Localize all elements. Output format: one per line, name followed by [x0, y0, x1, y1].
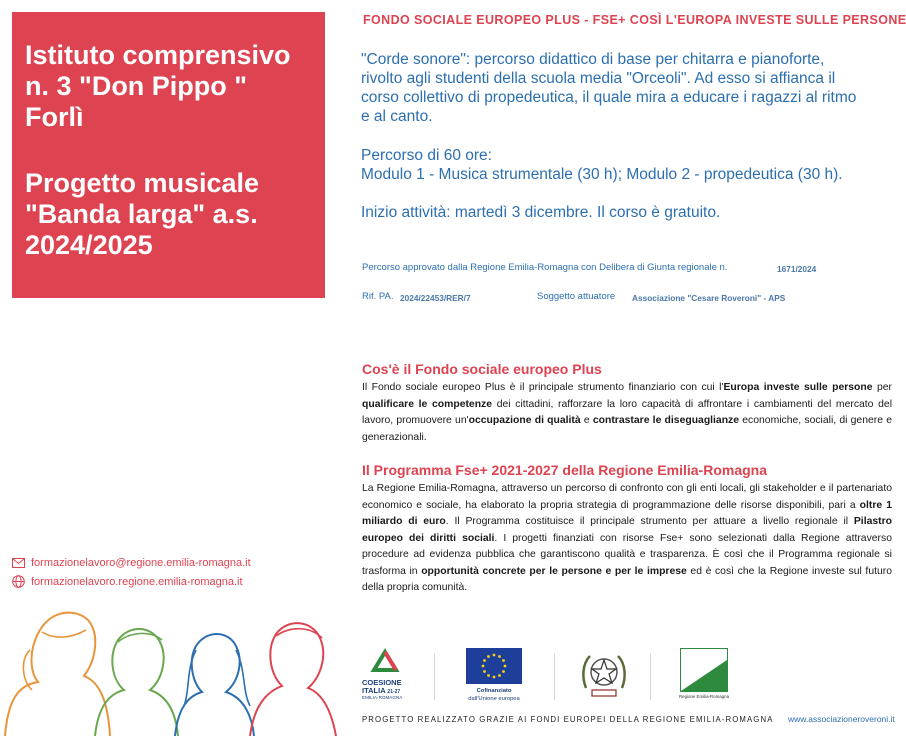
- approval-label: Percorso approvato dalla Regione Emilia-Romagna con Delibera di Giunta regionale n.: [362, 262, 728, 273]
- website-link[interactable]: www.associazioneroveroni.it: [788, 714, 895, 724]
- s2-bold-2: Pilastro europeo dei diritti sociali: [362, 516, 892, 544]
- title-line-2: n. 3 "Don Pippo ": [25, 71, 248, 101]
- s2-text-4: ed è così che la Regione investe sul futuro della propria comunità.: [362, 565, 892, 593]
- title-line-3: Forlì: [25, 102, 84, 132]
- title-line-6: 2024/2025: [25, 230, 153, 260]
- coesione-years: 21-27: [387, 689, 401, 695]
- region-logo: [680, 648, 728, 704]
- section-2-text: [362, 481, 892, 597]
- coesione-text-2: ITALIA: [362, 686, 386, 695]
- title-line-5: "Banda larga" a.s.: [25, 199, 258, 229]
- s1-text-2: per: [872, 382, 892, 393]
- rif-value: 2024/22453/RER/7: [400, 293, 471, 303]
- eu-flag-icon: [466, 648, 522, 684]
- section-1-title: Cos'è il Fondo sociale europeo Plus: [362, 361, 602, 377]
- s2-text-2: . Il Programma costituisce il principale strumento per attuare a livello regionale il: [445, 516, 854, 527]
- s1-text-1: Il Fondo sociale europeo Plus è il principale strumento finanziario con cui l': [362, 382, 724, 393]
- soggetto-value: Associazione "Cesare Roveroni" - APS: [632, 293, 786, 303]
- title-box: [12, 12, 325, 298]
- s1-bold-3: occupazione di qualità: [468, 415, 581, 426]
- s2-bold-1: oltre 1 miliardo di euro: [362, 499, 892, 527]
- coesione-text-3: EMILIA-ROMAGNA: [362, 695, 403, 700]
- course-start: Inizio attività: martedì 3 dicembre. Il corso è gratuito.: [361, 204, 721, 221]
- contact-email-text[interactable]: formazionelavoro@regione.emilia-romagna.it: [31, 557, 251, 569]
- region-logo-text: Regione Emilia-Romagna: [678, 694, 730, 699]
- logo-divider-2: [554, 654, 555, 700]
- eu-text-2: dall'Unione europea: [468, 696, 520, 702]
- title-line-1: Istituto comprensivo: [25, 40, 291, 70]
- s1-text-5: economiche, sociali, di genere e generazionali.: [362, 415, 892, 443]
- logo-divider-1: [434, 654, 435, 700]
- footer-text: PROGETTO REALIZZATO GRAZIE AI FONDI EUROPEI DELLA REGIONE EMILIA-ROMAGNA: [362, 715, 774, 724]
- contact-email[interactable]: [12, 557, 251, 569]
- italian-emblem-icon: [580, 648, 628, 700]
- title-line-4: Progetto musicale: [25, 168, 260, 198]
- description-line-2: rivolto agli studenti della scuola media "Orceoli". Ad esso si affianca il: [361, 70, 836, 87]
- s2-text-3: . I progetti finanziati con risorse Fse+ sono selezionati dalla Regione attraverso procedure ad evidenza pubblica che garantiscono qualità e trasparenza. È così che il Programma regionale si trasforma in: [362, 532, 892, 577]
- eu-text-1: Cofinanziato: [476, 688, 512, 694]
- region-flag-icon: [680, 648, 728, 692]
- mail-icon: [12, 558, 25, 568]
- s1-bold-1: Europa investe sulle persone: [723, 382, 873, 393]
- page-header: [363, 13, 906, 27]
- s2-bold-3: opportunità concrete per le persone e per le imprese: [421, 565, 687, 577]
- eu-logo: [466, 648, 524, 704]
- course-line-1: Percorso di 60 ore:: [361, 147, 492, 164]
- contact-web-text[interactable]: formazionelavoro.regione.emilia-romagna.it: [31, 575, 243, 588]
- section-1-text: [362, 380, 892, 446]
- approval-number: 1671/2024: [777, 264, 817, 274]
- s1-bold-2: qualificare le competenze: [362, 398, 493, 410]
- description-line-4: e al canto.: [361, 108, 433, 125]
- coesione-mark-icon: [370, 648, 400, 676]
- section-2-title: Il Programma Fse+ 2021-2027 della Regione Emilia-Romagna: [362, 462, 767, 478]
- logo-divider-3: [650, 654, 651, 700]
- s1-text-4: e: [580, 415, 593, 426]
- course-line-2: Modulo 1 - Musica strumentale (30 h); Modulo 2 - propedeutica (30 h).: [361, 166, 843, 183]
- header-fse: FONDO SOCIALE EUROPEO PLUS - FSE+: [363, 13, 630, 27]
- coesione-text-1: COESIONE: [362, 678, 402, 687]
- soggetto-label: Soggetto attuatore: [537, 291, 616, 302]
- header-slogan: COSÌ L'EUROPA INVESTE SULLE PERSONE: [629, 13, 906, 27]
- contact-web[interactable]: [12, 575, 243, 588]
- description-line-1: "Corde sonore": percorso didattico di base per chitarra e pianoforte,: [361, 51, 825, 68]
- globe-icon: [12, 575, 25, 588]
- people-illustration: [0, 590, 340, 736]
- s1-bold-4: contrastare le diseguaglianze: [592, 415, 740, 426]
- description-line-3: corso collettivo di propedeutica, il quale mira a educare i ragazzi al ritmo: [361, 89, 857, 106]
- rif-label: Rif. PA.: [362, 291, 394, 302]
- s1-text-3: dei cittadini, rafforzare la loro capacità di affrontare i cambiamenti del mercato del lavoro, promuovere un': [362, 398, 893, 426]
- s2-text-1: La Regione Emilia-Romagna, attraverso un percorso di confronto con gli enti locali, gli stakeholder e il partenariato economico e sociale, ha elaborato la propria strategia di programmazione delle risorse disponibili, pari a: [362, 483, 892, 511]
- coesione-logo: [362, 648, 408, 702]
